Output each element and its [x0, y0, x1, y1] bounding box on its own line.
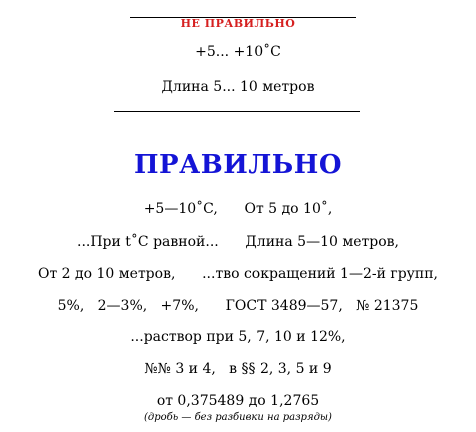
right-line-5: ...раствор при 5, 7, 10 и 12%,: [130, 329, 346, 345]
right-footnote: (дробь — без разбивки на разряды): [144, 412, 332, 423]
wrong-temperature: +5... +10˚C: [195, 44, 281, 60]
wrong-length: Длина 5... 10 метров: [161, 79, 315, 95]
right-line-4: 5%, 2—3%, +7%, ГОСТ 3489—57, № 21375: [57, 298, 419, 314]
middle-rule: [114, 111, 360, 112]
right-line-3: От 2 до 10 метров, ...тво сокращений 1—2-й групп,: [37, 266, 439, 282]
right-line-7: от 0,375489 до 1,2765: [156, 393, 320, 409]
right-line-6: №№ 3 и 4, в §§ 2, 3, 5 и 9: [144, 361, 332, 377]
wrong-heading: НЕ ПРАВИЛЬНО: [180, 17, 296, 30]
right-heading: ПРАВИЛЬНО: [134, 150, 342, 180]
right-line-1: +5—10˚C, От 5 до 10˚,: [143, 201, 333, 217]
right-line-2: ...При t˚C равной... Длина 5—10 метров,: [77, 234, 399, 250]
